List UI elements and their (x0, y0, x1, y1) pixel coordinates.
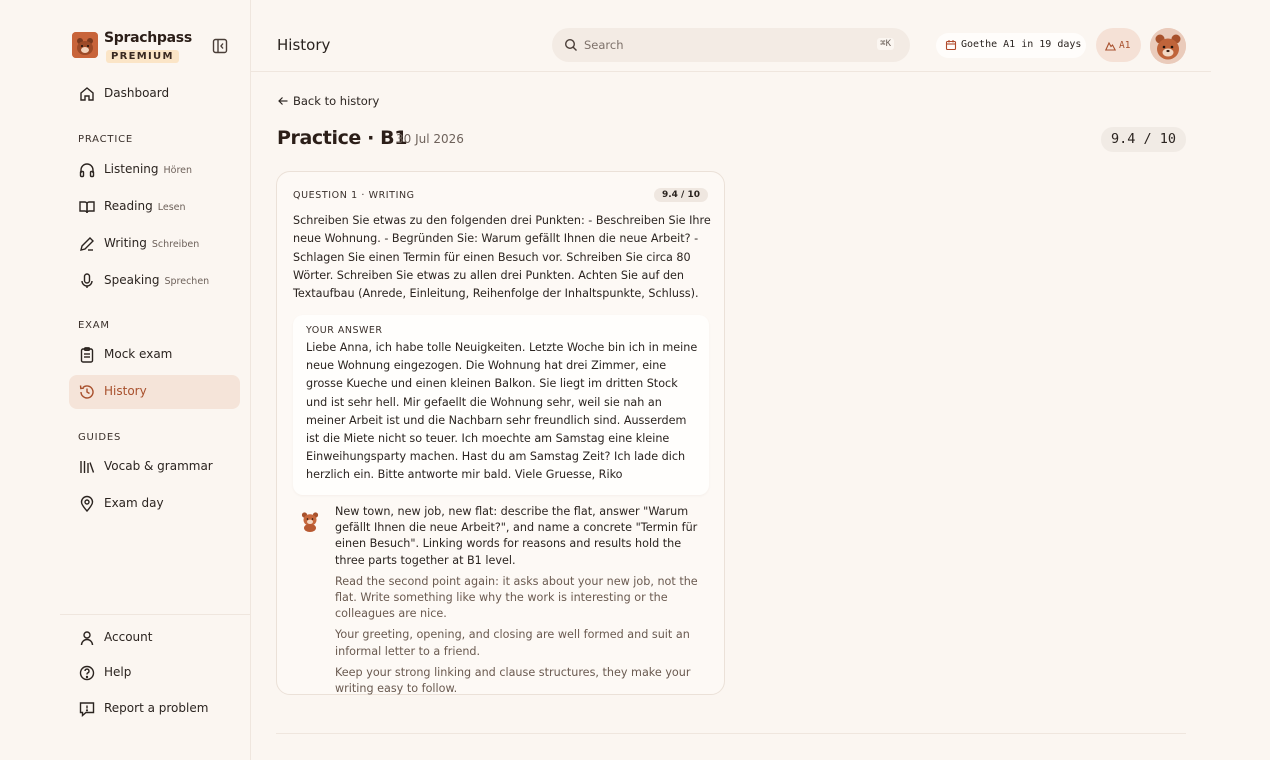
clipboard-icon (78, 346, 96, 364)
feedback (335, 504, 713, 702)
content-divider (276, 733, 1186, 734)
search-icon (564, 38, 578, 52)
page-title: History (277, 36, 331, 54)
bear-avatar-icon (1150, 28, 1186, 64)
sidebar-item-label: Help (104, 665, 132, 679)
feedback-summary: New town, new job, new flat: describe the flat, answer "Warum gefällt Ihnen die neue Arbeit?", and name a concrete "Termin für einen Besuch". Linking words for reasons and results hold the three parts together at B1 level. (335, 505, 698, 567)
sidebar-item-sub: Hören (163, 165, 193, 176)
sidebar-item-exam-day[interactable] (69, 487, 240, 521)
topbar (251, 0, 1211, 72)
sidebar-toggle-icon (211, 37, 229, 55)
section-label-guides: GUIDES (78, 432, 122, 443)
avatar[interactable] (1150, 28, 1186, 64)
sidebar-item-label: Listening (104, 162, 159, 176)
section-label-practice: PRACTICE (78, 134, 133, 145)
practice-date: 30 Jul 2026 (396, 132, 464, 146)
home-icon (78, 85, 96, 103)
feedback-point: Read the second point again: it asks about your new job, not the flat. Write something like why the work is interesting or the colleagues are nice. (335, 574, 698, 621)
calendar-icon (945, 39, 957, 51)
section-label-exam: EXAM (78, 320, 110, 331)
mic-icon (78, 272, 96, 290)
answer-label: YOUR ANSWER (306, 325, 383, 336)
question-score-badge: 9.4 / 10 (654, 188, 708, 202)
sidebar-item-label: Mock exam (104, 347, 173, 361)
sidebar-item-label: Report a problem (104, 701, 209, 715)
report-icon (78, 700, 96, 718)
sidebar-item-report-problem[interactable] (69, 692, 240, 726)
sidebar-item-sub: Lesen (157, 202, 186, 213)
library-icon (78, 458, 96, 476)
collapse-sidebar-button[interactable] (211, 37, 229, 55)
sidebar-item-writing[interactable] (69, 227, 240, 261)
level-selector[interactable] (1096, 28, 1141, 62)
mountain-icon (1105, 40, 1116, 51)
search-bar[interactable] (552, 28, 910, 62)
sidebar-item-help[interactable] (69, 656, 240, 690)
bear-logo-icon (72, 32, 98, 58)
brand-name: Sprachpass (104, 30, 192, 46)
question-card (276, 171, 725, 695)
answer-box (293, 315, 709, 495)
question-prompt: Schreiben Sie etwas zu den folgenden drei Punkten: - Beschreiben Sie Ihre neue Wohnung. - Begründen Sie: Warum gefällt Ihnen die neue Arbeit? - Schlagen Sie einen Termin für einen Besuch vor. Schreiben Sie circa 80 Wörter. Schreiben Sie etwas zu allen drei Punkten. Achten Sie auf den Textaufbau (Anrede, Einleitung, Reihenfolge der Inhaltspunkte, Schluss). (293, 214, 711, 301)
search-shortcut: ⌘K (877, 38, 894, 50)
sidebar-item-listening[interactable] (69, 153, 240, 187)
total-score-badge: 9.4 / 10 (1101, 127, 1186, 152)
sidebar-item-reading[interactable] (69, 190, 240, 224)
sidebar-item-label: Reading (104, 199, 153, 213)
sidebar (0, 0, 251, 760)
user-icon (78, 629, 96, 647)
question-label: QUESTION 1 · WRITING (293, 190, 415, 201)
practice-heading: Practice · B1 (277, 127, 408, 149)
sidebar-item-label: Vocab & grammar (104, 459, 213, 473)
sidebar-item-label: History (104, 384, 147, 398)
level-label: A1 (1119, 40, 1131, 51)
sidebar-item-speaking[interactable] (69, 264, 240, 298)
search-input[interactable] (584, 36, 864, 54)
answer-text: Liebe Anna, ich habe tolle Neuigkeiten. Letzte Woche bin ich in meine neue Wohnung eingezogen. Die Wohnung hat drei Zimmer, eine grosse Kueche und einen kleinen Balkon. Sie liegt im dritten Stock und ist sehr hell. Mir gefaellt die Wohnung sehr, weil sie nah an meiner Arbeit ist und die Nachbarn sehr freundlich sind. Ausserdem ist die Miete nicht so teuer. Ich moechte am Samstag eine kleine Einweihungsparty machen. Hast du am Samstag Zeit? Ich lade dich herzlich ein. Bitte antworte mir bald. Viele Gruesse, Riko (306, 341, 698, 482)
sidebar-item-label: Speaking (104, 273, 160, 287)
book-icon (78, 198, 96, 216)
pen-icon (78, 235, 96, 253)
sidebar-item-sub: Sprechen (164, 276, 210, 287)
exam-countdown-badge[interactable] (936, 33, 1086, 58)
back-link-label: Back to history (293, 94, 380, 108)
sidebar-item-dashboard[interactable] (69, 77, 240, 111)
sidebar-item-history[interactable] (69, 375, 240, 409)
help-icon (78, 664, 96, 682)
back-to-history-link[interactable] (277, 94, 379, 108)
bear-mascot-icon (299, 510, 321, 532)
sidebar-divider (60, 614, 251, 615)
sidebar-item-label: Exam day (104, 496, 164, 510)
sidebar-item-label: Writing (104, 236, 147, 250)
sidebar-item-label: Dashboard (104, 86, 170, 100)
sidebar-item-sub: Schreiben (151, 239, 200, 250)
history-icon (78, 383, 96, 401)
premium-badge: PREMIUM (106, 50, 179, 63)
arrow-left-icon (277, 95, 289, 107)
map-pin-icon (78, 495, 96, 513)
brand[interactable] (72, 32, 232, 64)
headphones-icon (78, 161, 96, 179)
feedback-point: Keep your strong linking and clause structures, they make your writing easy to follow. (335, 665, 691, 696)
countdown-text: Goethe A1 in 19 days (961, 39, 1082, 50)
feedback-point: Your greeting, opening, and closing are well formed and suit an informal letter to a friend. (335, 628, 690, 658)
sidebar-item-mock-exam[interactable] (69, 338, 240, 372)
sidebar-item-account[interactable] (69, 621, 240, 655)
sidebar-item-vocab-grammar[interactable] (69, 450, 240, 484)
sidebar-item-label: Account (104, 630, 153, 644)
